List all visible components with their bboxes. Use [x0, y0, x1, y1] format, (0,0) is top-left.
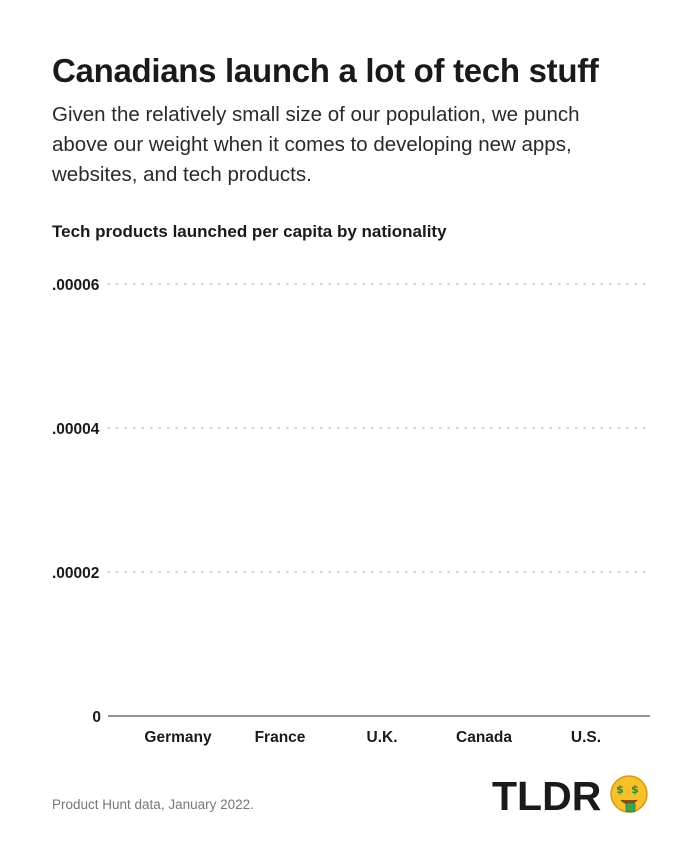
y-tick-label: .00006: [52, 277, 100, 294]
source-note: Product Hunt data, January 2022.: [52, 797, 254, 812]
svg-text:$: $: [631, 783, 639, 796]
page-subtitle: Given the relatively small size of our population, we punch above our weight when it comes to developing new apps, websites, and tech products.: [52, 103, 580, 186]
x-tick-label: Germany: [144, 729, 212, 746]
x-tick-label: France: [254, 729, 306, 746]
x-tick-label: U.K.: [366, 729, 398, 746]
y-tick-label: .00004: [52, 421, 100, 438]
tldr-logo: [492, 772, 652, 820]
x-tick-label: U.S.: [570, 729, 602, 746]
y-tick-label: .00002: [52, 565, 100, 582]
svg-text:$: $: [616, 783, 624, 796]
chart-title: Tech products launched per capita by nationality: [52, 222, 447, 241]
y-tick-label: 0: [92, 709, 101, 726]
x-tick-label: Canada: [456, 729, 512, 746]
page-title: Canadians launch a lot of tech stuff: [52, 52, 599, 89]
logo-text: TLDR: [492, 773, 602, 819]
money-mouth-face-icon: [611, 776, 647, 812]
